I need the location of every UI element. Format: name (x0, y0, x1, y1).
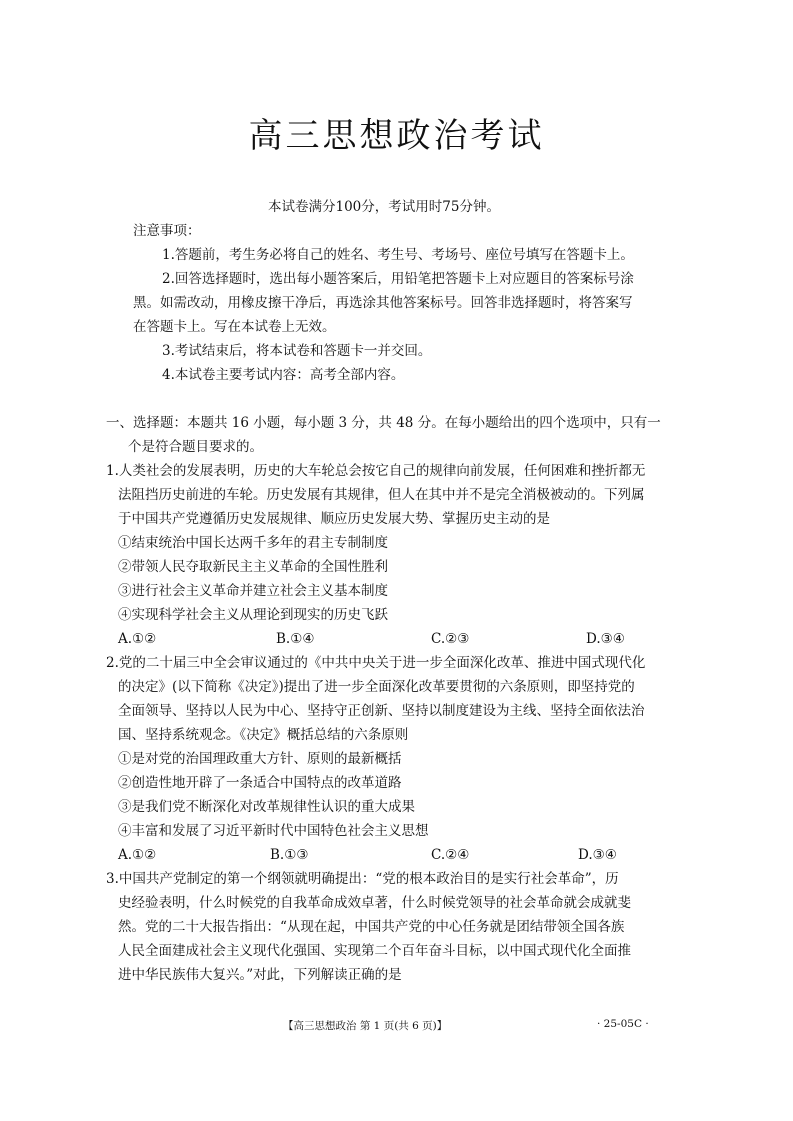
question-stem: 全面领导、坚持以人民为中心、坚持守正创新、坚持以制度建设为主线、坚持全面依法治 (118, 703, 645, 719)
question-stem: 法阻挡历史前进的车轮。历史发展有其规律，但人在其中并不是完全消极被动的。下列属 (118, 487, 645, 503)
exam-info: 本试卷满分100分，考试用时75分钟。 (268, 199, 500, 215)
notice-heading: 注意事项： (133, 223, 201, 239)
option-c: C.②③ (431, 631, 470, 647)
notice-line: 2.回答选择题时，选出每小题答案后，用铅笔把答题卡上对应题目的答案标号涂 (162, 271, 634, 287)
question-item: ②带领人民夺取新民主主义革命的全国性胜利 (118, 559, 388, 575)
question-stem: 人民全面建成社会主义现代化强国、实现第二个百年奋斗目标，以中国式现代化全面推 (118, 943, 631, 959)
notice-line: 1.答题前，考生务必将自己的姓名、考生号、考场号、座位号填写在答题卡上。 (162, 247, 634, 263)
question-item: ③进行社会主义革命并建立社会主义基本制度 (118, 583, 388, 599)
question-item: ②创造性地开辟了一条适合中国特点的改革道路 (118, 775, 402, 791)
notice-line: 黑。如需改动，用橡皮擦干净后，再选涂其他答案标号。回答非选择题时，将答案写 (133, 295, 633, 311)
question-item: ④实现科学社会主义从理论到现实的历史飞跃 (118, 607, 388, 623)
notice-line: 在答题卡上。写在本试卷上无效。 (133, 319, 336, 335)
question-item: ①结束统治中国长达两千多年的君主专制制度 (118, 535, 388, 551)
notice-line: 3.考试结束后，将本试卷和答题卡一并交回。 (162, 343, 432, 359)
section-instruction: 一、选择题：本题共 16 小题，每小题 3 分，共 48 分。在每小题给出的四个选项中，只有一 (106, 415, 661, 431)
question-stem: 2.党的二十届三中全会审议通过的《中共中央关于进一步全面深化改革、推进中国式现代化 (106, 655, 646, 671)
question-item: ④丰富和发展了习近平新时代中国特色社会主义思想 (118, 823, 429, 839)
question-item: ③是我们党不断深化对改革规律性认识的重大成果 (118, 799, 415, 815)
option-c: C.②④ (431, 847, 470, 863)
option-b: B.①③ (270, 847, 309, 863)
option-d: D.③④ (578, 847, 617, 863)
question-stem: 进中华民族伟大复兴。”对此，下列解读正确的是 (118, 967, 402, 983)
question-stem: 3.中国共产党制定的第一个纲领就明确提出：“党的根本政治目的是实行社会革命”，历 (106, 871, 619, 887)
question-stem: 1.人类社会的发展表明，历史的大车轮总会按它自己的规律向前发展，任何困难和挫折都无 (106, 463, 646, 479)
notice-line: 4.本试卷主要考试内容：高考全部内容。 (162, 367, 405, 383)
question-item: ①是对党的治国理政重大方针、原则的最新概括 (118, 751, 402, 767)
exam-code: · 25-05C · (597, 1018, 649, 1030)
option-b: B.①④ (276, 631, 315, 647)
page-title: 高三思想政治考试 (248, 116, 545, 156)
question-stem: 然。党的二十大报告指出：“从现在起，中国共产党的中心任务就是团结带领全国各族 (118, 919, 625, 935)
question-stem: 国、坚持系统观念。《决定》概括总结的六条原则 (118, 727, 409, 743)
page-footer: 【高三思想政治 第 1 页(共 6 页)】 (283, 1020, 448, 1032)
option-a: A.①② (118, 631, 157, 647)
option-a: A.①② (118, 847, 157, 863)
question-stem: 的决定》(以下简称《决定》)提出了进一步全面深化改革要贯彻的六条原则，即坚持党的 (118, 679, 635, 695)
question-stem: 史经验表明，什么时候党的自我革命成效卓著，什么时候党领导的社会革命就会成就斐 (118, 895, 631, 911)
section-instruction: 个是符合题目要求的。 (128, 439, 263, 455)
option-d: D.③④ (586, 631, 625, 647)
question-stem: 于中国共产党遵循历史发展规律、顺应历史发展大势、掌握历史主动的是 (118, 511, 550, 527)
